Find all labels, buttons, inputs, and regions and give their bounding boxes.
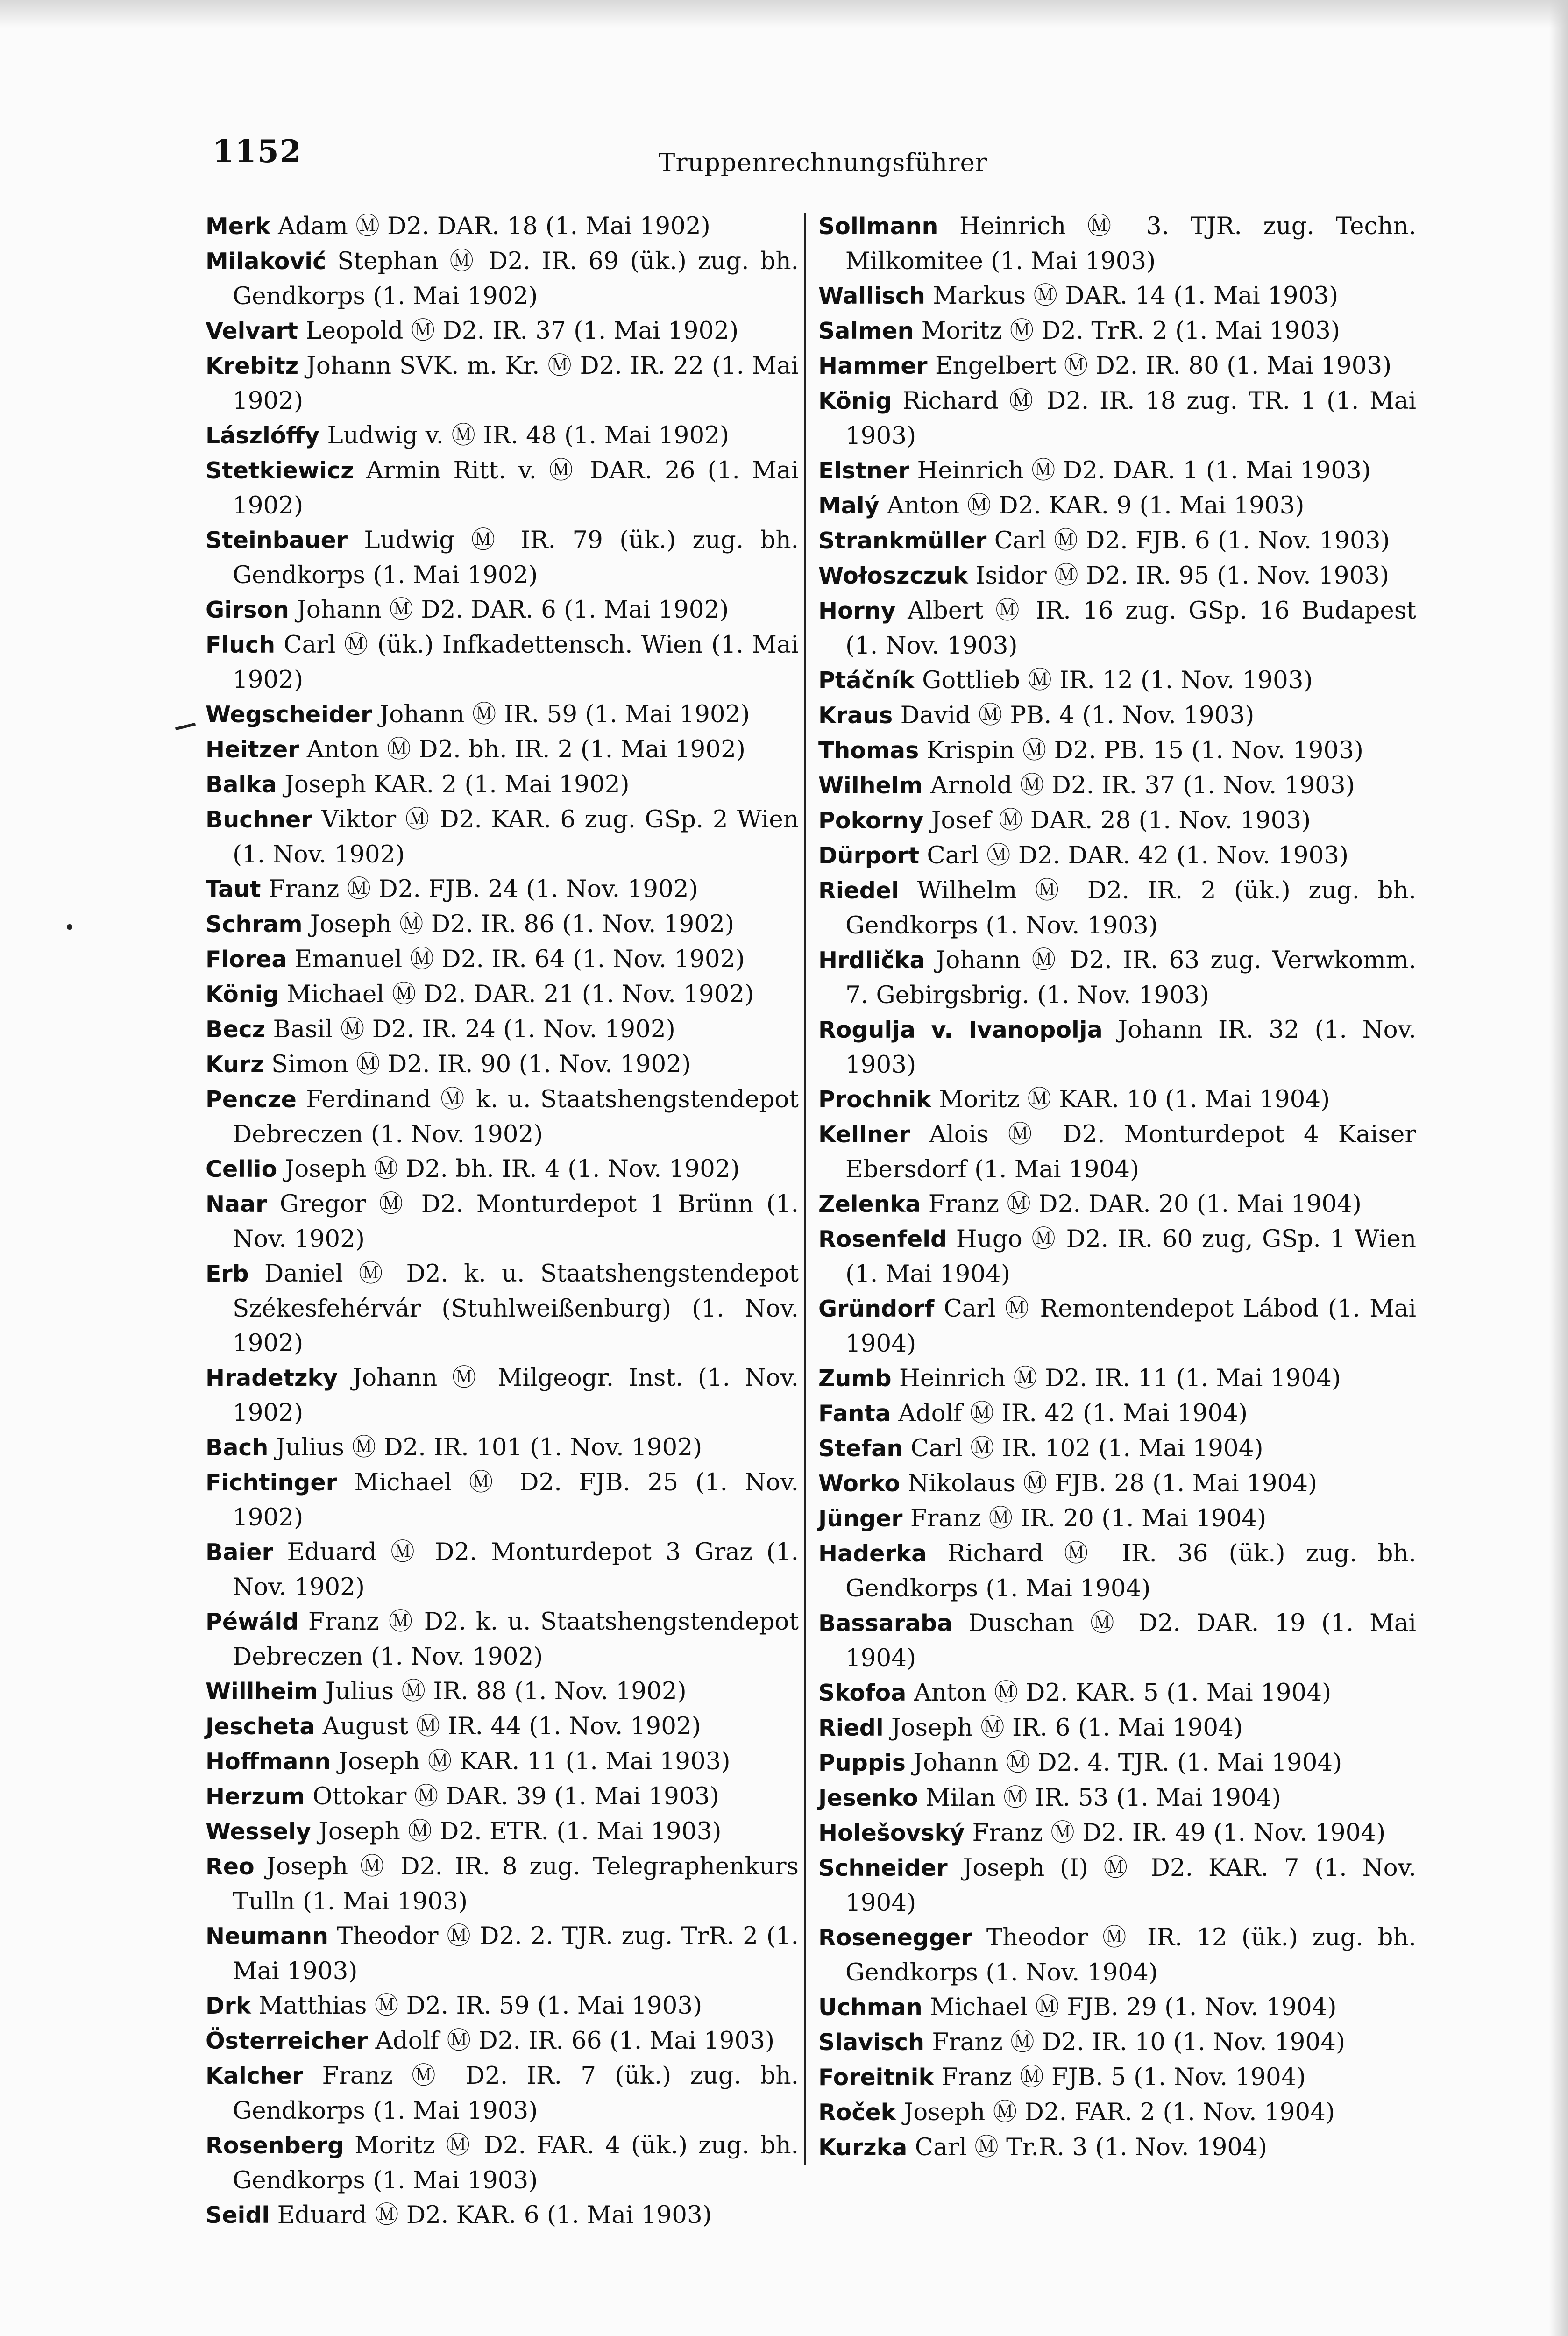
directory-entry: [206, 627, 799, 697]
directory-entry: [818, 803, 1416, 838]
entry-surname: Taut: [206, 876, 261, 903]
directory-entry: [206, 697, 799, 732]
directory-entry: [206, 907, 799, 942]
directory-entry: [206, 1047, 799, 1082]
directory-entry: [818, 943, 1416, 1012]
entry-details: Stephan Ⓜ D2. IR. 69 (ük.) zug. bh. Gendkorps (1. Mai 1902): [233, 247, 799, 310]
entry-surname: Reo: [206, 1853, 255, 1880]
page-number: 1152: [213, 133, 302, 170]
entry-details: Joseph Ⓜ D2. FAR. 2 (1. Nov. 1904): [896, 2098, 1335, 2126]
entry-details: Michael Ⓜ FJB. 29 (1. Nov. 1904): [922, 1993, 1337, 2021]
directory-entry: [818, 313, 1416, 349]
entry-surname: Wessely: [206, 1818, 311, 1845]
directory-entry: [206, 244, 799, 313]
entry-details: Johann SVK. m. Kr. Ⓜ D2. IR. 22 (1. Mai 1902): [233, 352, 799, 415]
entry-details: Johann Ⓜ IR. 59 (1. Mai 1902): [372, 700, 750, 728]
entry-surname: Hoffmann: [206, 1748, 331, 1775]
entry-details: Moritz Ⓜ D2. FAR. 4 (ük.) zug. bh. Gendkorps (1. Mai 1903): [233, 2131, 799, 2194]
directory-entry: [206, 977, 799, 1012]
entry-surname: Worko: [818, 1470, 901, 1497]
entry-surname: Péwáld: [206, 1609, 299, 1635]
entry-surname: Holešovský: [818, 1820, 965, 1846]
entry-details: Johann Ⓜ D2. IR. 63 zug. Verwkomm. 7. Gebirgsbrig. (1. Nov. 1903): [845, 946, 1416, 1009]
entry-surname: Florea: [206, 946, 287, 973]
entry-details: Anton Ⓜ D2. KAR. 5 (1. Mai 1904): [906, 1679, 1332, 1707]
entry-details: Adam Ⓜ D2. DAR. 18 (1. Mai 1902): [270, 212, 710, 240]
directory-entry: [818, 698, 1416, 733]
entry-surname: Ptáčník: [818, 667, 915, 694]
scan-shadow-right: [1549, 0, 1568, 2336]
entry-surname: Girson: [206, 597, 289, 623]
entry-surname: Prochnik: [818, 1086, 931, 1113]
directory-entry: [818, 873, 1416, 943]
directory-entry: [818, 209, 1416, 278]
entry-surname: Balka: [206, 771, 277, 798]
entry-surname: Elstner: [818, 457, 910, 484]
directory-entry: [818, 488, 1416, 523]
entry-details: Duschan Ⓜ D2. DAR. 19 (1. Mai 1904): [845, 1609, 1416, 1672]
entry-details: Franz Ⓜ D2. DAR. 20 (1. Mai 1904): [921, 1190, 1362, 1218]
entry-surname: Bach: [206, 1434, 269, 1461]
entry-surname: Pokorny: [818, 807, 924, 834]
entry-details: Richard Ⓜ D2. IR. 18 zug. TR. 1 (1. Mai 1903): [845, 387, 1416, 450]
entry-details: Carl Ⓜ (ük.) Infkadettensch. Wien (1. Mai 1902): [233, 631, 799, 694]
entry-details: Simon Ⓜ D2. IR. 90 (1. Nov. 1902): [263, 1050, 691, 1078]
entry-surname: Riedel: [818, 877, 899, 904]
entry-surname: Schneider: [818, 1855, 948, 1881]
entry-details: Moritz Ⓜ KAR. 10 (1. Mai 1904): [931, 1085, 1330, 1113]
entry-details: Viktor Ⓜ D2. KAR. 6 zug. GSp. 2 Wien (1. Nov. 1902): [233, 805, 799, 869]
directory-entry: [818, 1816, 1416, 1851]
directory-entry: [818, 1780, 1416, 1816]
directory-entry: [818, 1466, 1416, 1501]
entry-details: Julius Ⓜ D2. IR. 101 (1. Nov. 1902): [268, 1433, 702, 1461]
entry-surname: Wegscheider: [206, 701, 372, 728]
entry-surname: Malý: [818, 492, 880, 519]
entry-surname: Heitzer: [206, 736, 299, 763]
entry-details: Carl Ⓜ Tr.R. 3 (1. Nov. 1904): [907, 2133, 1268, 2161]
directory-entry: [206, 592, 799, 627]
directory-entry: [818, 278, 1416, 313]
directory-entry: [206, 767, 799, 802]
entry-details: Adolf Ⓜ IR. 42 (1. Mai 1904): [891, 1399, 1248, 1427]
directory-entry: [206, 1849, 799, 1919]
directory-entry: [818, 593, 1416, 663]
entry-details: Joseph Ⓜ KAR. 11 (1. Mai 1903): [331, 1747, 731, 1775]
entry-surname: Velvart: [206, 318, 298, 344]
directory-entry: [206, 1709, 799, 1744]
directory-entry: [206, 313, 799, 349]
entry-surname: Buchner: [206, 806, 312, 833]
entry-details: Franz Ⓜ D2. FJB. 24 (1. Nov. 1902): [261, 875, 698, 903]
directory-entry: [818, 1361, 1416, 1396]
entry-details: Joseph Ⓜ D2. IR. 8 zug. Telegraphenkurs Tulln (1. Mai 1903): [233, 1852, 799, 1916]
directory-entry: [818, 838, 1416, 873]
directory-entry: [206, 209, 799, 244]
margin-dash-mark: [175, 723, 196, 730]
entry-details: Joseph (I) Ⓜ D2. KAR. 7 (1. Nov. 1904): [845, 1854, 1416, 1917]
entry-surname: Stetkiewicz: [206, 457, 354, 484]
directory-entry: [818, 349, 1416, 384]
directory-entry: [206, 1187, 799, 1256]
entry-surname: Neumann: [206, 1923, 329, 1950]
entry-surname: Becz: [206, 1016, 266, 1043]
entry-details: Hugo Ⓜ D2. IR. 60 zug, GSp. 1 Wien (1. Mai 1904): [845, 1225, 1416, 1288]
entry-details: Johann Ⓜ D2. 4. TJR. (1. Mai 1904): [905, 1749, 1342, 1777]
directory-entry: [206, 1604, 799, 1674]
entry-surname: Lászlóffy: [206, 422, 320, 449]
entry-details: Eduard Ⓜ D2. Monturdepot 3 Graz (1. Nov. 1902): [233, 1538, 799, 1601]
entry-surname: Rogulja v. Ivanopolja: [818, 1017, 1103, 1043]
entry-surname: Kraus: [818, 702, 893, 729]
entry-details: Franz Ⓜ FJB. 5 (1. Nov. 1904): [934, 2063, 1306, 2091]
directory-entry: [818, 1117, 1416, 1187]
entry-details: Heinrich Ⓜ D2. IR. 11 (1. Mai 1904): [891, 1364, 1341, 1392]
entry-surname: Jesenko: [818, 1785, 918, 1811]
entry-details: Carl Ⓜ D2. DAR. 42 (1. Nov. 1903): [919, 841, 1349, 869]
entry-surname: Puppis: [818, 1750, 906, 1776]
directory-entry: [818, 2060, 1416, 2095]
entry-details: Franz Ⓜ D2. IR. 49 (1. Nov. 1904): [965, 1819, 1386, 1847]
entry-surname: Naar: [206, 1191, 267, 1218]
entry-surname: Zelenka: [818, 1191, 921, 1218]
entry-details: Krispin Ⓜ D2. PB. 15 (1. Nov. 1903): [919, 736, 1363, 764]
directory-entry: [818, 663, 1416, 698]
entry-surname: Wilhelm: [818, 772, 923, 799]
directory-entry: [206, 1779, 799, 1814]
directory-entry: [818, 768, 1416, 803]
directory-entry: [818, 1536, 1416, 1606]
scan-shadow-top: [0, 0, 1568, 28]
entry-surname: Skofoa: [818, 1680, 907, 1706]
directory-entry: [206, 1256, 799, 1360]
entry-details: Wilhelm Ⓜ D2. IR. 2 (ük.) zug. bh. Gendkorps (1. Nov. 1903): [845, 876, 1416, 940]
directory-entry: [206, 942, 799, 977]
entry-surname: Haderka: [818, 1540, 927, 1567]
directory-entry: [818, 2025, 1416, 2060]
entry-surname: Wołoszczuk: [818, 563, 968, 589]
directory-entry: [206, 872, 799, 907]
entry-surname: Dürport: [818, 842, 920, 869]
entry-surname: Krebitz: [206, 353, 299, 379]
entry-details: Milan Ⓜ IR. 53 (1. Mai 1904): [918, 1784, 1281, 1812]
entry-details: Joseph Ⓜ D2. ETR. (1. Mai 1903): [311, 1817, 722, 1845]
entry-details: Adolf Ⓜ D2. IR. 66 (1. Mai 1903): [368, 2027, 775, 2055]
directory-entry: [206, 1988, 799, 2023]
entry-surname: Zumb: [818, 1365, 892, 1392]
entry-details: Gottlieb Ⓜ IR. 12 (1. Nov. 1903): [914, 666, 1313, 694]
entry-surname: Rosenfeld: [818, 1226, 947, 1253]
entry-surname: Rosenberg: [206, 2132, 344, 2159]
entry-surname: Steinbauer: [206, 527, 348, 554]
entry-surname: Fichtinger: [206, 1469, 337, 1496]
directory-entry: [206, 1012, 799, 1047]
entry-surname: Sollmann: [818, 213, 938, 240]
directory-entry: [818, 1745, 1416, 1780]
entry-details: Carl Ⓜ D2. FJB. 6 (1. Nov. 1903): [986, 527, 1390, 555]
directory-entry: [206, 1919, 799, 1988]
entry-surname: Pencze: [206, 1086, 297, 1113]
entry-details: Theodor Ⓜ IR. 12 (ük.) zug. bh. Gendkorps (1. Nov. 1904): [845, 1923, 1416, 1987]
directory-entry: [818, 1990, 1416, 2025]
directory-entry: [206, 1814, 799, 1849]
entry-surname: Kellner: [818, 1121, 910, 1148]
entry-details: Franz Ⓜ IR. 20 (1. Mai 1904): [902, 1504, 1267, 1532]
entry-surname: Kurzka: [818, 2134, 908, 2161]
entry-details: Emanuel Ⓜ D2. IR. 64 (1. Nov. 1902): [287, 945, 745, 973]
entry-surname: Jünger: [818, 1505, 903, 1532]
entry-details: Carl Ⓜ Remontendepot Lábod (1. Mai 1904): [845, 1295, 1416, 1358]
entry-surname: Milaković: [206, 248, 326, 275]
directory-entry: [818, 1675, 1416, 1710]
entry-details: Johann Ⓜ D2. DAR. 6 (1. Mai 1902): [289, 596, 729, 624]
directory-entry: [818, 1187, 1416, 1222]
entry-surname: Kalcher: [206, 2063, 304, 2089]
entry-details: Franz Ⓜ D2. IR. 7 (ük.) zug. bh. Gendkorps (1. Mai 1903): [233, 2062, 799, 2125]
entry-surname: Fluch: [206, 632, 276, 658]
entry-details: Julius Ⓜ IR. 88 (1. Nov. 1902): [318, 1677, 687, 1705]
entry-details: Franz Ⓜ D2. k. u. Staatshengstendepot Debreczen (1. Nov. 1902): [233, 1608, 799, 1671]
running-head: Truppenrechnungsführer: [659, 149, 988, 177]
right-column: [818, 209, 1416, 2165]
directory-entry: [206, 453, 799, 523]
entry-details: Joseph Ⓜ IR. 6 (1. Mai 1904): [883, 1714, 1243, 1742]
entry-details: Franz Ⓜ D2. IR. 10 (1. Nov. 1904): [924, 2028, 1346, 2056]
entry-surname: Roček: [818, 2099, 896, 2126]
directory-entry: [206, 349, 799, 418]
directory-entry: [206, 418, 799, 453]
entry-details: Markus Ⓜ DAR. 14 (1. Mai 1903): [925, 282, 1339, 310]
entry-details: Johann Ⓜ Milgeogr. Inst. (1. Nov. 1902): [233, 1364, 799, 1427]
directory-entry: [818, 1851, 1416, 1920]
directory-entry: [818, 1431, 1416, 1466]
entry-details: Michael Ⓜ D2. DAR. 21 (1. Nov. 1902): [279, 980, 754, 1008]
margin-dot-mark: [67, 924, 72, 930]
entry-details: Joseph Ⓜ D2. bh. IR. 4 (1. Nov. 1902): [277, 1155, 740, 1183]
entry-details: Leopold Ⓜ D2. IR. 37 (1. Mai 1902): [298, 317, 739, 345]
entry-details: Michael Ⓜ D2. FJB. 25 (1. Nov. 1902): [233, 1468, 799, 1531]
entry-details: Heinrich Ⓜ 3. TJR. zug. Techn. Milkomitee (1. Mai 1903): [845, 212, 1416, 275]
entry-surname: Salmen: [818, 318, 914, 344]
directory-entry: [206, 2198, 799, 2233]
entry-details: Carl Ⓜ IR. 102 (1. Mai 1904): [903, 1434, 1263, 1462]
entry-surname: Merk: [206, 213, 270, 240]
directory-entry: [206, 523, 799, 592]
entry-surname: König: [206, 981, 279, 1008]
entry-surname: Thomas: [818, 737, 919, 764]
directory-entry: [818, 523, 1416, 558]
entry-surname: Österreicher: [206, 2028, 368, 2054]
entry-surname: Strankmüller: [818, 527, 987, 554]
entry-details: Nikolaus Ⓜ FJB. 28 (1. Mai 1904): [900, 1469, 1318, 1497]
directory-entry: [818, 1082, 1416, 1117]
directory-entry: [206, 1465, 799, 1535]
entry-details: Richard Ⓜ IR. 36 (ük.) zug. bh. Gendkorps (1. Mai 1904): [845, 1539, 1416, 1602]
entry-details: Ludwig v. Ⓜ IR. 48 (1. Mai 1902): [319, 421, 730, 449]
directory-entry: [818, 1920, 1416, 1990]
entry-surname: König: [818, 388, 892, 414]
entry-surname: Stefan: [818, 1435, 903, 1462]
entry-details: Joseph KAR. 2 (1. Mai 1902): [277, 770, 630, 798]
directory-entry: [818, 384, 1416, 453]
directory-entry: [206, 1430, 799, 1465]
entry-details: Ottokar Ⓜ DAR. 39 (1. Mai 1903): [305, 1782, 719, 1810]
entry-details: Arnold Ⓜ D2. IR. 37 (1. Nov. 1903): [922, 771, 1355, 799]
directory-entry: [818, 1291, 1416, 1361]
entry-details: Joseph Ⓜ D2. IR. 86 (1. Nov. 1902): [302, 910, 734, 938]
directory-entry: [818, 1396, 1416, 1431]
entry-surname: Willheim: [206, 1678, 318, 1705]
directory-entry: [206, 1744, 799, 1779]
entry-surname: Fanta: [818, 1400, 891, 1427]
entry-surname: Hammer: [818, 353, 928, 379]
entry-details: Anton Ⓜ D2. bh. IR. 2 (1. Mai 1902): [299, 735, 745, 763]
entry-surname: Riedl: [818, 1715, 884, 1741]
entry-surname: Seidl: [206, 2202, 270, 2229]
entry-surname: Gründorf: [818, 1296, 935, 1322]
entry-details: Johann IR. 32 (1. Nov. 1903): [845, 1016, 1416, 1079]
directory-entry: [818, 1606, 1416, 1675]
entry-details: Albert Ⓜ IR. 16 zug. GSp. 16 Budapest (1. Nov. 1903): [845, 597, 1416, 660]
directory-entry: [818, 558, 1416, 593]
entry-surname: Drk: [206, 1993, 251, 2019]
directory-entry: [206, 1152, 799, 1187]
entry-surname: Erb: [206, 1261, 249, 1287]
directory-entry: [818, 1222, 1416, 1291]
directory-entry: [818, 453, 1416, 488]
directory-entry: [818, 2095, 1416, 2130]
entry-details: Daniel Ⓜ D2. k. u. Staatshengstendepot Székesfehérvár (Stuhlweißenburg) (1. Nov. 1902): [233, 1260, 799, 1357]
entry-surname: Cellio: [206, 1156, 277, 1182]
entry-details: Isidor Ⓜ D2. IR. 95 (1. Nov. 1903): [968, 562, 1390, 590]
entry-details: Armin Ritt. v. Ⓜ DAR. 26 (1. Mai 1902): [233, 456, 799, 520]
directory-entry: [818, 1012, 1416, 1082]
directory-entry: [818, 1501, 1416, 1536]
directory-entry: [206, 1674, 799, 1709]
entry-surname: Slavisch: [818, 2029, 924, 2056]
entry-surname: Foreitnik: [818, 2064, 934, 2091]
entry-details: David Ⓜ PB. 4 (1. Nov. 1903): [893, 701, 1255, 729]
entry-surname: Bassaraba: [818, 1610, 953, 1637]
entry-surname: Hrdlička: [818, 947, 925, 974]
entry-surname: Kurz: [206, 1051, 264, 1078]
entry-surname: Jescheta: [206, 1713, 315, 1740]
column-divider: [804, 213, 806, 2165]
entry-details: Moritz Ⓜ D2. TrR. 2 (1. Mai 1903): [914, 317, 1341, 345]
entry-surname: Rosenegger: [818, 1924, 972, 1951]
directory-entry: [206, 732, 799, 767]
entry-details: Matthias Ⓜ D2. IR. 59 (1. Mai 1903): [251, 1992, 702, 2020]
directory-entry: [206, 2128, 799, 2198]
entry-details: Eduard Ⓜ D2. KAR. 6 (1. Mai 1903): [270, 2201, 712, 2229]
entry-details: Theodor Ⓜ D2. 2. TJR. zug. TrR. 2 (1. Mai 1903): [233, 1922, 799, 1985]
left-column: [206, 209, 799, 2233]
directory-entry: [206, 802, 799, 872]
entry-details: Anton Ⓜ D2. KAR. 9 (1. Mai 1903): [879, 491, 1305, 520]
entry-details: Ludwig Ⓜ IR. 79 (ük.) zug. bh. Gendkorps (1. Mai 1902): [233, 526, 799, 589]
entry-surname: Wallisch: [818, 283, 925, 309]
entry-surname: Horny: [818, 598, 896, 624]
entry-details: Engelbert Ⓜ D2. IR. 80 (1. Mai 1903): [927, 352, 1392, 380]
entry-details: Ferdinand Ⓜ k. u. Staatshengstendepot Debreczen (1. Nov. 1902): [233, 1085, 799, 1148]
entry-details: Heinrich Ⓜ D2. DAR. 1 (1. Mai 1903): [909, 456, 1371, 484]
entry-surname: Herzum: [206, 1783, 305, 1810]
directory-entry: [818, 733, 1416, 768]
entry-details: Alois Ⓜ D2. Monturdepot 4 Kaiser Ebersdorf (1. Mai 1904): [845, 1120, 1416, 1183]
entry-details: Gregor Ⓜ D2. Monturdepot 1 Brünn (1. Nov. 1902): [233, 1190, 799, 1253]
directory-entry: [818, 1710, 1416, 1745]
directory-entry: [206, 1535, 799, 1604]
entry-surname: Uchman: [818, 1994, 922, 2021]
directory-entry: [206, 1360, 799, 1430]
entry-details: August Ⓜ IR. 44 (1. Nov. 1902): [315, 1712, 701, 1740]
directory-entry: [206, 2023, 799, 2058]
entry-details: Josef Ⓜ DAR. 28 (1. Nov. 1903): [923, 806, 1311, 834]
entry-surname: Baier: [206, 1539, 273, 1566]
directory-entry: [206, 2058, 799, 2128]
entry-details: Basil Ⓜ D2. IR. 24 (1. Nov. 1902): [265, 1015, 675, 1043]
entry-surname: Schram: [206, 911, 303, 938]
directory-entry: [206, 1082, 799, 1152]
entry-surname: Hradetzky: [206, 1365, 338, 1391]
directory-entry: [818, 2130, 1416, 2165]
